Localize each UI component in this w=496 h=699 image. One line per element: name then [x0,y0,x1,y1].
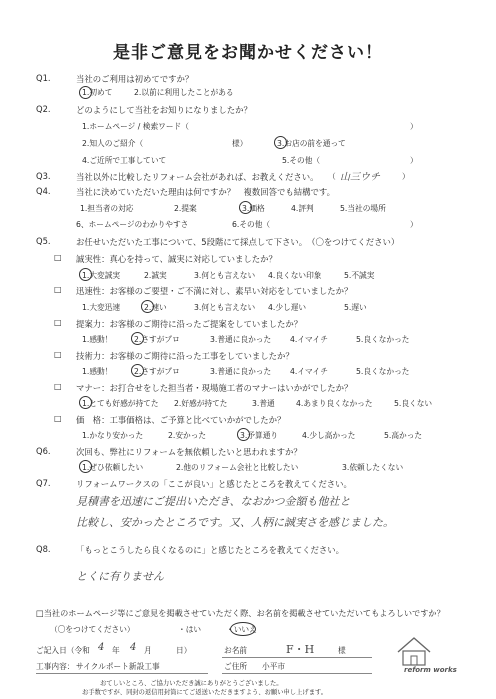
q2-option-3[interactable]: 3.お店の前を通って [277,139,346,148]
q6-text: 次回も、弊社にリフォームを無依頼したいと思われますか？ [76,447,302,457]
q6-number: Q6. [36,446,51,456]
return-note: お手数ですが、同封の返信用封筒にてご返送いただきますよう、お願い申し上げます。 [82,689,328,696]
page-title: 是非ご意見をお聞かせください！ [113,43,383,63]
q4-option-5[interactable]: 5.当社の場所 [340,204,386,213]
q5-item-option[interactable]: 4.良くない印象 [268,271,322,280]
q5-item-option[interactable]: 5.遅い [344,303,367,312]
q4-option-7[interactable]: 6.その他（ [232,220,271,229]
work-label: 工事内容： [36,662,75,671]
consent-question: □当社のホームページ等にご意見を掲載させていただく際、お名前を掲載させていただいてもよろしいですか？ [36,608,445,618]
consent-note: （〇をつけてください） [50,625,135,634]
consent-no[interactable]: ・いいえ [226,625,257,634]
q5-item-checkbox[interactable]: □ [54,382,62,391]
q2-option-1[interactable]: 1.ホームページ / 検索ワード（ [82,122,189,131]
work-value: サイクルポート新設工事 [76,662,160,671]
q4-option-7-end: ） [410,220,418,229]
q5-item-option[interactable]: 3.普通 [252,399,275,408]
q1-option-2[interactable]: 2.以前に利用したことがある [134,88,234,97]
q2-selected-circle [274,136,287,149]
q5-selected-circle [141,300,154,313]
q5-item-heading: 提案力：お客様のご期待に沿ったご提案をしていましたか？ [76,319,303,329]
q5-item-option[interactable]: 3.何とも言えない [194,303,256,312]
q4-selected-circle [239,201,252,214]
q7-answer-line-1[interactable]: 見積書を迅速にご提出いただき、なおかつ金額も他社と [76,495,351,508]
q5-item-checkbox[interactable]: □ [54,350,62,359]
q1-text: 当社のご利用は初めてですか？ [76,74,194,84]
name-sama: 様 [338,646,346,655]
q1-selected-circle [79,86,92,99]
q5-item-option[interactable]: 2.さすがプロ [134,367,180,376]
q5-item-option[interactable]: 1.かなり安かった [82,431,144,440]
q7-text: リフォームワークスの「ここが良い」と感じたところを教えてください。 [76,479,352,489]
q2-number: Q2. [36,104,51,114]
name-underline [222,657,372,658]
q6-selected-circle [79,460,92,473]
q5-item-option[interactable]: 5.高かった [384,431,423,440]
name-label: お名前 [224,646,248,655]
q5-item-option[interactable]: 5.不誠実 [344,271,375,280]
q4-option-6[interactable]: 6、ホームページのわかりやすさ [76,220,189,229]
q5-selected-circle [131,332,144,345]
q1-option-1[interactable]: 1.初めて [82,88,113,97]
address-value[interactable]: 小平市 [262,662,286,671]
q2-option-2-sama: 様） [232,139,248,148]
q5-item-option[interactable]: 2.速い [144,303,167,312]
q5-item-option[interactable]: 1.とても好感が持てた [82,399,159,408]
q5-item-option[interactable]: 2.好感が持てた [174,399,228,408]
q5-item-option[interactable]: 3.普通に良かった [210,367,272,376]
q3-answer[interactable]: 山三ウチ [340,172,380,183]
q3-text: 当社以外に比較したリフォーム会社があれば、お教えください。 [76,172,319,182]
q5-item-option[interactable]: 2.安かった [168,431,207,440]
q5-text: お任せいただいた工事について、5段階にて採点して下さい。 （〇をつけてください） [76,237,400,247]
q5-item-option[interactable]: 4.少し高かった [302,431,356,440]
address-underline [222,673,372,674]
q5-item-option[interactable]: 4.少し遅い [268,303,307,312]
q5-item-checkbox[interactable]: □ [54,285,62,294]
q5-item-option[interactable]: 1.大変迅速 [82,303,121,312]
q5-selected-circle [131,364,144,377]
date-nen: 年 [112,646,120,655]
q5-item-option[interactable]: 2.誠実 [144,271,167,280]
date-year[interactable]: 4 [98,642,105,653]
q5-item-option[interactable]: 1.大変誠実 [82,271,121,280]
work-underline [36,673,208,674]
q8-answer[interactable]: とくに有りません [76,570,164,583]
q4-number: Q4. [36,186,51,196]
q5-item-option[interactable]: 4.あまり良くなかった [296,399,373,408]
q5-item-option[interactable]: 4.イマイチ [290,367,328,376]
q5-item-checkbox[interactable]: □ [54,414,62,423]
q5-selected-circle [79,268,92,281]
q3-paren-close: ） [402,172,410,181]
q3-paren-open: （ [328,172,336,181]
q5-item-option[interactable]: 1.感動！ [82,367,113,376]
address-label: ご住所 [224,662,248,671]
q2-text: どのようにして当社をお知りになりましたか？ [76,105,252,115]
q2-option-1-end: ） [410,122,418,131]
date-month[interactable]: 4 [130,642,137,653]
q5-item-option[interactable]: 2.さすがプロ [134,335,180,344]
q5-item-option[interactable]: 3.何とも言えない [194,271,256,280]
q5-item-option[interactable]: 5.良くなかった [356,335,410,344]
q6-option-1[interactable]: 1.ぜひ依頼したい [82,463,144,472]
q4-option-2[interactable]: 2.提案 [174,204,197,213]
q5-item-heading: 技術力：お客様のご期待に沿った工事をしていましたか？ [76,351,294,361]
q4-option-1[interactable]: 1.担当者の対応 [80,204,134,213]
q4-option-4[interactable]: 4.評判 [291,204,314,213]
name-value[interactable]: F・H [286,643,315,656]
consent-selected-circle [230,622,256,636]
q5-number: Q5. [36,236,51,246]
q5-item-checkbox[interactable]: □ [54,318,62,327]
q5-item-heading: 迅速性：お客様のご要望・ご不満に対し、素早い対応をしていましたか？ [76,286,353,296]
q5-item-option[interactable]: 4.イマイチ [290,335,328,344]
q5-item-option[interactable]: 1.感動！ [82,335,113,344]
q8-number: Q8. [36,544,51,554]
q4-text: 当社に決めていただいた理由は何ですか？ 複数回答でも結構です。 [76,187,335,197]
date-nichi: 日） [176,646,192,655]
q7-answer-line-2[interactable]: 比較し、安かったところです。又、人柄に誠実さを感じました。 [76,516,395,529]
q5-item-heading: マナー：お打合せをした担当者・現場施工者のマナーはいかがでしたか？ [76,383,353,393]
q2-option-5-end: ） [410,156,418,165]
q2-option-4[interactable]: 4.ご近所で工事していて [82,156,167,165]
q2-option-5[interactable]: 5.その他（ [282,156,321,165]
q5-item-option[interactable]: 3.普通に良かった [210,335,272,344]
q1-number: Q1. [36,73,51,83]
q4-option-3[interactable]: 3.価格 [242,204,265,213]
q5-item-checkbox[interactable]: □ [54,253,62,262]
q5-selected-circle [237,428,250,441]
q3-number: Q3. [36,171,51,181]
q5-item-heading: 価 格：工事価格は、ご予算と比べていかがでしたか？ [76,415,286,425]
thanks-note: おてしいところ、ご協力いただき誠にありがとうございました。 [100,680,283,687]
q6-option-3[interactable]: 3.依頼したくない [342,463,404,472]
q2-option-2[interactable]: 2.知人のご紹介（ [82,139,144,148]
q8-text: 「もっとこうしたら良くなるのに」と感じたところを教えてください。 [76,545,344,555]
q5-item-option[interactable]: 5.良くない [394,399,433,408]
q5-selected-circle [79,396,92,409]
consent-yes[interactable]: ・はい [178,625,202,634]
house-logo-icon [394,634,434,668]
q6-option-2[interactable]: 2.他のリフォーム会社と比較したい [176,463,299,472]
q7-number: Q7. [36,478,51,488]
date-label: ご記入日（令和 [36,646,90,655]
q5-item-option[interactable]: 3.予算通り [240,431,279,440]
q5-item-option[interactable]: 5.良くなかった [356,367,410,376]
company-logo-text: reform works [404,666,457,674]
date-gatsu: 月 [144,646,152,655]
q5-item-heading: 誠実性：真心を持って、誠実に対応していましたか？ [76,254,277,264]
